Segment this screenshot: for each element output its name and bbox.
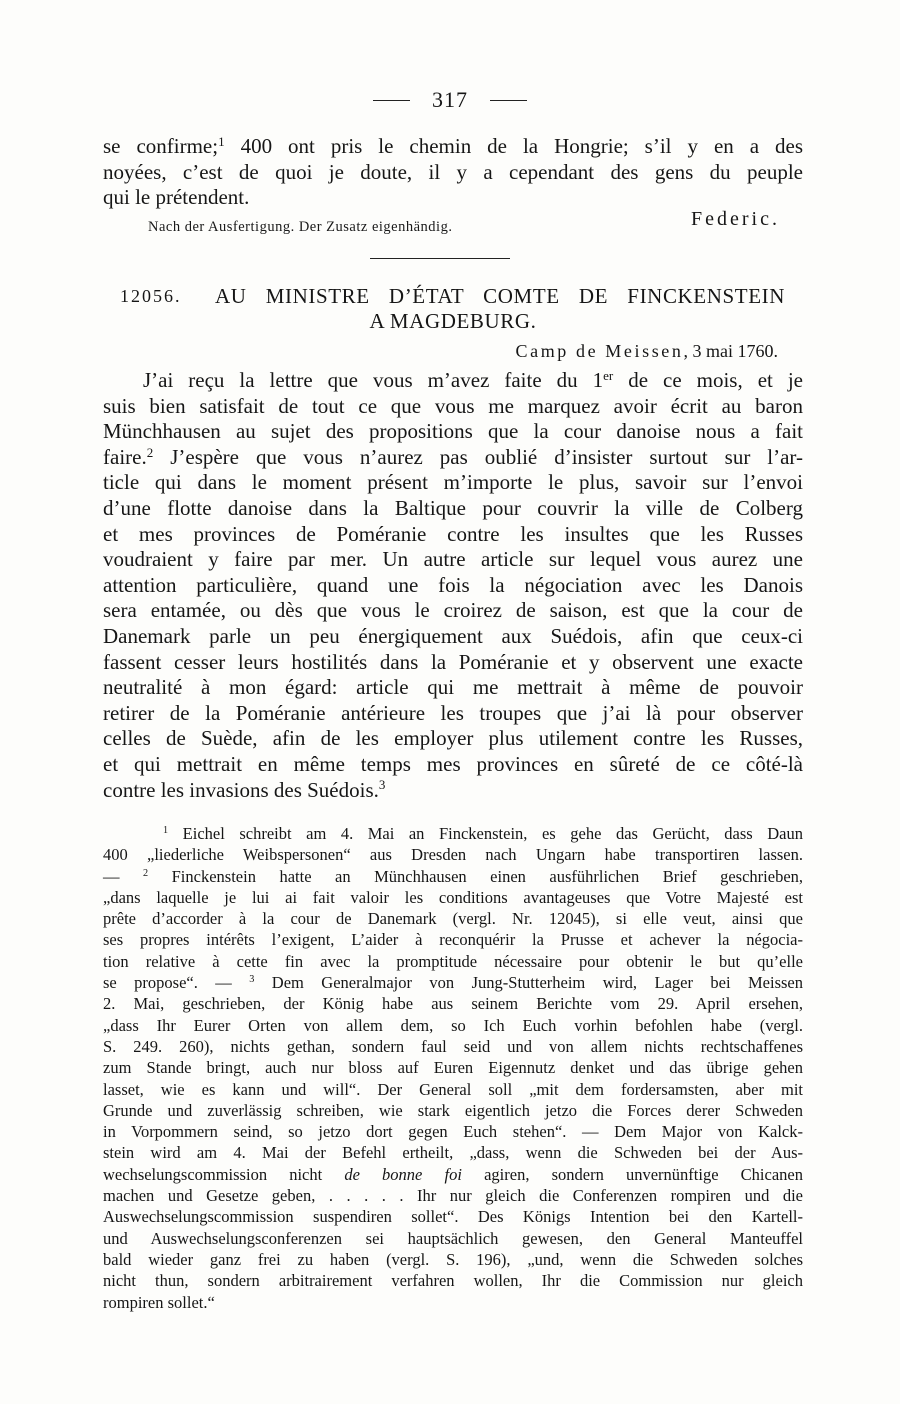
text-run: 2. Mai, geschrieben, der König habe aus seinem Berichte vom 29. April ersehen, [103, 994, 803, 1014]
text-run: lasset, wie es kann und will“. Der General soll „mit dem fordersamsten, aber mit [103, 1079, 803, 1099]
text-run: retirer de la Poméranie antérieure les troupes que j’ai là pour observer [103, 700, 803, 725]
signature: Federic. [691, 208, 780, 230]
letter-body-line [103, 445, 803, 471]
text-run: J’espère que vous n’aurez pas oublié d’insister surtout sur l’ar- [153, 444, 803, 469]
footnotes [103, 823, 803, 1313]
text-run: nicht thun, sondern arbitrairement verfahren wollen, Ihr die Commission nur gleich [103, 1271, 803, 1291]
text-run: rompiren sollet.“ [103, 1292, 215, 1312]
text-run: sera entamée, ou dès que vous le croirez de saison, est que la cour de [103, 598, 803, 623]
text-run: wechselungscommission nicht [103, 1164, 345, 1184]
text-run: agiren, sondern unvernünftige Chicanen [461, 1164, 803, 1184]
text-run: et qui mettrait en même temps mes provinces en sûreté de ce côté-là [103, 751, 803, 776]
text-run: stein wird am 4. Mai der Befehl ertheilt, „dass, wenn die Schweden bei der Aus- [103, 1143, 803, 1163]
letter-body-line [103, 675, 803, 701]
letter-body-line [103, 496, 803, 522]
letter-body-line [103, 726, 803, 752]
footnote-line [103, 1228, 803, 1249]
dateline [103, 339, 778, 363]
footnote-line [103, 887, 803, 908]
text-run: 400 ont pris le chemin de la Hongrie; s’il y en a des [224, 134, 803, 158]
footnote-line [103, 929, 803, 950]
source-note: Nach der Ausfertigung. Der Zusatz eigenhändig. [148, 219, 453, 235]
footnote-marker: 2 [146, 444, 154, 460]
text-run: d’une flotte danoise dans la Baltique pour couvrir la ville de Colberg [103, 495, 803, 520]
page-header [0, 86, 900, 114]
page-number: 317 [432, 87, 468, 112]
footnote-line [103, 1142, 803, 1163]
footnote-line [103, 1292, 803, 1313]
footnote-line [103, 1121, 803, 1142]
text-run: noyées, c’est de quoi je doute, il y a cependant des gens du peuple [103, 159, 803, 184]
continued-paragraph [103, 134, 803, 211]
letter-title-line-2: A MAGDEBURG. [369, 309, 537, 333]
letter-body-line [103, 573, 803, 599]
letter-body-line [103, 419, 803, 445]
footnote-line [103, 908, 803, 929]
letter-body [103, 368, 803, 803]
text-run: attention particulière, quand une fois la négociation avec les Danois [103, 572, 803, 597]
text-run: zum Stande bringt, auch nur bloss auf Euren Eigennutz denket und das übrige gehen [103, 1058, 803, 1078]
footnote-marker: 3 [249, 974, 255, 986]
footnote-line [103, 1185, 803, 1206]
footnote-marker: 1 [218, 133, 225, 149]
text-run: S. 249. 260), nichts gethan, sondern faul seid und von allem nichts rechtschaffenes [103, 1036, 803, 1056]
text-run: — [103, 866, 144, 886]
letter-body-line [103, 598, 803, 624]
footnote-line [103, 1057, 803, 1078]
text-run: se propose“. — [103, 973, 250, 993]
footnote-line [103, 1270, 803, 1291]
text-run: J’ai reçu la lettre que vous m’avez faite du 1 [143, 368, 604, 392]
letter-body-line [103, 778, 803, 804]
footnote-line [103, 972, 803, 993]
text-run: fassent cesser leurs hostilités dans la Poméranie et y observent une exacte [103, 649, 803, 674]
text-run: bald wieder ganz frei zu haben (vergl. S. 196), „und, wenn die Schweden solches [103, 1249, 803, 1269]
letter-body-line [103, 368, 803, 394]
text-run: ses propres intérêts l’exigent, L’aider à reconquérir la Prusse et achever la négocia- [103, 930, 803, 950]
continued-paragraph-line [103, 134, 803, 160]
text-run: Eichel schreibt am 4. Mai an Finckenstein, es gehe das Gerücht, dass Daun [168, 824, 803, 843]
text-run: Münchhausen au sujet des propositions que la cour danoise nous a fait [103, 419, 803, 444]
letter-body-line [103, 650, 803, 676]
text-run: 400 „liederliche Weibspersonen“ aus Dresden nach Ungarn habe transportiren lassen. [103, 845, 803, 865]
text-run: tion relative à cette fin avec la promptitude nécessaire pour obtenir le but qu’elle [103, 951, 803, 971]
letter-body-line [103, 394, 803, 420]
text-run: Finckenstein hatte an Münchhausen einen ausführlichen Brief geschrieben, [148, 866, 804, 886]
text-run: „dans laquelle je lui ai fait valoir les conditions avantageuses que Votre Majesté est [103, 887, 803, 907]
page-number-dash-left [373, 100, 410, 101]
text-run: et mes provinces de Poméranie contre les insultes que les Russes [103, 521, 803, 546]
letter-body-line [103, 701, 803, 727]
text-run: contre les invasions des Suédois. [103, 777, 379, 802]
text-run: Danemark parle un peu énergiquement aux Suédois, afin que ceux-ci [103, 623, 803, 648]
text-run: „dass Ihr Eurer Orten von allem dem, so Ich Euch vorhin befohlen habe (vergl. [103, 1015, 803, 1035]
footnote-line [103, 1079, 803, 1100]
text-run: suis bien satisfait de tout ce que vous me marquez avoir écrit au baron [103, 393, 803, 418]
section-divider [370, 258, 510, 259]
letter-body-line [103, 522, 803, 548]
italic-text-run: de bonne foi [344, 1164, 462, 1184]
text-run: Dem Generalmajor von Jung-Stutterheim wird, Lager bei Meissen [254, 973, 803, 993]
footnote-line [103, 1164, 803, 1185]
letter-title-line-1: AU MINISTRE D’ÉTAT COMTE DE FINCKENSTEIN [215, 284, 785, 308]
footnote-line [103, 1036, 803, 1057]
text-run: de ce mois, et je [613, 368, 803, 392]
text-run: se confirme; [103, 134, 219, 158]
text-run: Grunde und zuverlässig schreiben, wie stark eigentlich jetzo die Forces derer Schweden [103, 1100, 803, 1120]
footnote-line [103, 951, 803, 972]
text-run: celles de Suède, afin de les employer plus utilement contre les Russes, [103, 726, 803, 751]
text-run: ticle qui dans le moment présent m’importe le plus, savoir sur l’envoi [103, 470, 803, 495]
text-run: qui le prétendent. [103, 185, 250, 209]
footnote-line [103, 866, 803, 887]
dateline-date: , 3 mai 1760. [683, 341, 778, 361]
text-run: und Auswechselungsconferenzen sei hauptsächlich gewesen, den General Manteuffel [103, 1228, 803, 1248]
text-run: in Vorpommern seind, so jetzo dort gegen Euch stehen“. — Dem Major von Kalck- [103, 1122, 803, 1142]
footnote-line [103, 1015, 803, 1036]
footnote-line [103, 993, 803, 1014]
letter-body-line [103, 752, 803, 778]
text-run: machen und Gesetze geben, . . . . . Ihr nur gleich die Conferenzen rompiren und die [103, 1186, 803, 1206]
footnote-marker: 2 [143, 867, 149, 879]
text-run: voudraient y faire par mer. Un autre article sur lequel vous aurez une [103, 547, 803, 572]
continued-paragraph-line [103, 160, 803, 186]
footnote-line [103, 1100, 803, 1121]
footnote-line [103, 1249, 803, 1270]
footnote-marker: 1 [163, 825, 169, 837]
text-run: Auswechselungscommission suspendiren sollet“. Des Königs Intention bei den Kartell- [103, 1207, 803, 1227]
superscript-text: er [603, 367, 614, 383]
text-run: neutralité à mon égard: article qui me mettrait à même de pouvoir [103, 675, 803, 700]
letter-number: 12056. [120, 286, 182, 306]
dateline-place: Camp de Meissen [515, 341, 684, 361]
letter-body-line [103, 547, 803, 573]
text-run: faire. [103, 444, 147, 469]
letter-body-line [103, 470, 803, 496]
footnote-line [103, 1206, 803, 1227]
text-run: prête d’accorder à la cour de Danemark (vergl. Nr. 12045), si elle veut, ainsi que [103, 909, 803, 929]
page-number-dash-right [490, 100, 527, 101]
letter-body-line [103, 624, 803, 650]
footnote-line [103, 823, 803, 844]
footnote-line [103, 844, 803, 865]
footnote-marker: 3 [378, 777, 386, 793]
